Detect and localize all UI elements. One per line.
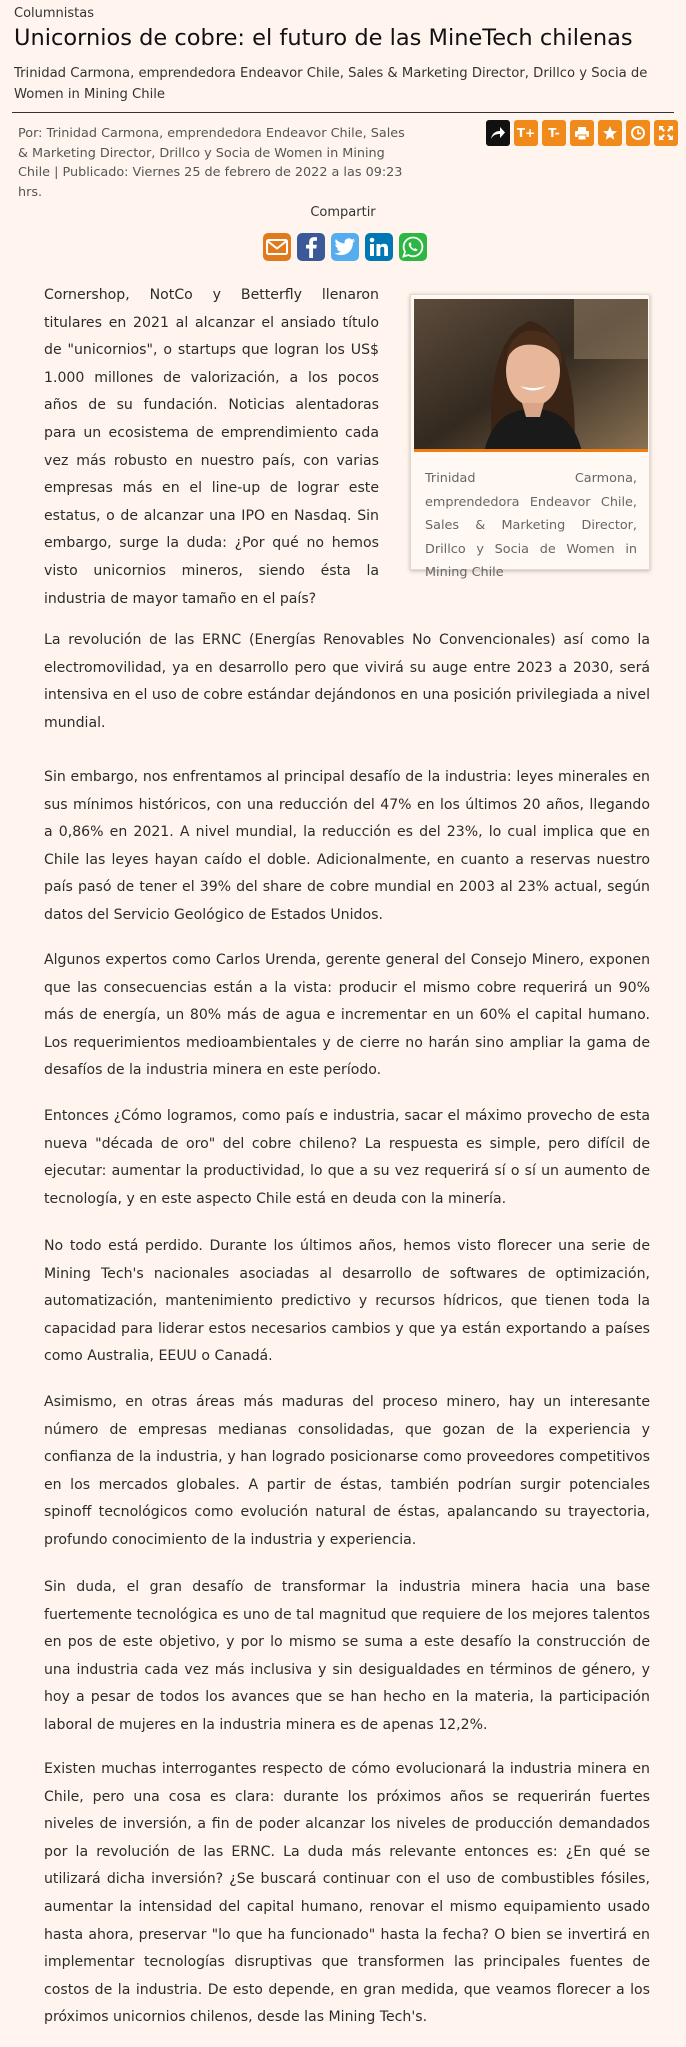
section-label[interactable]: Columnistas bbox=[14, 6, 95, 21]
article-paragraph: Asimismo, en otras áreas más maduras del proceso minero, hay un interesante número de empresas medianas consolidadas, que gozan de la experiencia y confianza de la industria, y han logrado posicionarse como proveedores competitivos en los mercados globales. A partir de éstas, también podrían surgir potenciales spinoff tecnológicos como evolución natural de éstas, apalancando su trayectoria, profundo conocimiento de la industria y experiencia. bbox=[44, 1394, 650, 1548]
twitter-icon bbox=[334, 238, 356, 256]
fullscreen-button[interactable] bbox=[654, 120, 678, 146]
title-divider bbox=[12, 112, 674, 113]
read-later-button[interactable] bbox=[626, 120, 650, 146]
linkedin-share-button[interactable] bbox=[365, 233, 393, 261]
article-paragraph: Algunos expertos como Carlos Urenda, gerente general del Consejo Minero, exponen que las consecuencias están a la vista: producir el mismo cobre requerirá un 90% más de energía, un 80% más de agua e incrementar en un 60% el capital humano. Los requerimientos medioambientales y de cierre no harán sino ampliar la gama de desafíos de la industria minera en este período. bbox=[44, 952, 650, 1079]
favorite-button[interactable] bbox=[598, 120, 622, 146]
email-share-button[interactable] bbox=[263, 233, 291, 261]
star-icon bbox=[602, 125, 618, 141]
linkedin-icon bbox=[369, 237, 389, 257]
article-paragraph: Sin duda, el gran desafío de transformar la industria minera hacia una base fuertemente tecnológica es uno de tal magnitud que requiere de los mejores talentos en pos de este objetivo, y por lo mismo se suma a este desafío la construcción de una industria cada vez más inclusiva y sin desigualdades en términos de género, y hoy a pesar de todos los avances que se han hecho en la materia, la participación laboral de mujeres en la industria minera es de apenas 12,2%. bbox=[44, 1579, 650, 1733]
share-bar bbox=[263, 233, 427, 261]
clock-icon bbox=[630, 125, 646, 141]
twitter-share-button[interactable] bbox=[331, 233, 359, 261]
whatsapp-share-button[interactable] bbox=[399, 233, 427, 261]
article-paragraph: Cornershop, NotCo y Betterfly llenaron titulares en 2021 al alcanzar el ansiado título de "unicornios", o startups que logran los US$ 1.000 millones de valorización, a los pocos años de su fundación. Noticias alentadoras para un ecosistema de emprendimiento cada vez más robusto en nuestro país, con varias empresas más en el line-up de lograr este estatus, o de alcanzar una IPO en Nasdaq. Sin embargo, surge la duda: ¿Por qué no hemos visto unicornios mineros, siendo ésta la industria de mayor tamaño en el país? bbox=[44, 287, 379, 607]
expand-icon bbox=[658, 125, 674, 141]
article-subtitle: Trinidad Carmona, emprendedora Endeavor Chile, Sales & Marketing Director, Drillco y Socia de Women in Mining Chile bbox=[14, 66, 648, 102]
article-paragraph: Sin embargo, nos enfrentamos al principal desafío de la industria: leyes minerales en sus mínimos históricos, con una reducción del 47% en los últimos 20 años, llegando a 0,86% en 2021. A nivel mundial, la reducción es del 23%, lo cual implica que en Chile las leyes hayan caído el doble. Adicionalmente, en cuanto a reservas nuestro país pasó de tener el 39% del share de cobre mundial en 2003 al 23% actual, según datos del Servicio Geológico de Estados Unidos. bbox=[44, 769, 650, 923]
share-arrow-icon bbox=[490, 126, 506, 140]
share-arrow-button[interactable] bbox=[486, 120, 510, 146]
author-photo bbox=[414, 299, 648, 452]
share-label: Compartir bbox=[310, 205, 376, 220]
facebook-share-button[interactable] bbox=[297, 233, 325, 261]
author-figure bbox=[410, 294, 650, 580]
article-byline: Por: Trinidad Carmona, emprendedora Endeavor Chile, Sales & Marketing Director, Drillco y Socia de Women in Mining Chile | Publicado: Viernes 25 de febrero de 2022 a las 09:23 hrs. bbox=[18, 126, 405, 200]
article-paragraph: Entonces ¿Cómo logramos, como país e industria, sacar el máximo provecho de esta nueva "década de oro" del cobre chileno? La respuesta es simple, pero difícil de ejecutar: aumentar la productividad, lo que a su vez requerirá sí o sí un aumento de tecnología, y en este aspecto Chile está en deuda con la minería. bbox=[44, 1108, 650, 1207]
article-title: Unicornios de cobre: el futuro de las MineTech chilenas bbox=[14, 25, 633, 51]
whatsapp-icon bbox=[402, 236, 424, 258]
text-increase-button[interactable]: T+ bbox=[514, 120, 538, 146]
article-paragraph: Existen muchas interrogantes respecto de cómo evolucionará la industria minera en Chile, pero una cosa es clara: durante los próximos años se requerirán fuertes niveles de inversión, a fin de poder alcanzar los niveles de producción demandados por la revolución de las ERNC. La duda más relevante entonces es: ¿En qué se utilizará dicha inversión? ¿Se buscará continuar con el uso de combustibles fósiles, aumentar la intensidad del capital humano, renovar el mismo equipamiento usado hasta ahora, preservar "lo que ha funcionado" hasta la fecha? O bien se invertirá en implementar tecnologías disruptivas que transformen las principales fuentes de costos de la industria. De esto depende, en gran medida, que veamos florecer a los próximos unicornios chilenos, desde las Mining Tech's. bbox=[44, 1761, 650, 2026]
article-toolbar bbox=[486, 120, 678, 146]
print-icon bbox=[574, 126, 590, 141]
figure-caption: Trinidad Carmona, emprendedora Endeavor Chile, Sales & Marketing Director, Drillco y Socia de Women in Mining Chile bbox=[425, 471, 637, 580]
text-decrease-button[interactable]: T- bbox=[542, 120, 566, 146]
email-icon bbox=[266, 239, 288, 255]
article-paragraph: No todo está perdido. Durante los últimos años, hemos visto florecer una serie de Mining Tech's nacionales asociadas al desarrollo de softwares de optimización, automatización, mantenimiento predictivo y recursos hídricos, que tienen toda la capacidad para liderar estos necesarios cambios y que ya están exportando a países como Australia, EEUU o Canadá. bbox=[44, 1238, 650, 1365]
facebook-icon bbox=[304, 236, 318, 258]
article-paragraph: La revolución de las ERNC (Energías Renovables No Convencionales) así como la electromovilidad, ya en desarrollo pero que vivirá su auge entre 2023 a 2030, será intensiva en el uso de cobre estándar dejándonos en una posición privilegiada a nivel mundial. bbox=[44, 632, 650, 731]
print-button[interactable] bbox=[570, 120, 594, 146]
